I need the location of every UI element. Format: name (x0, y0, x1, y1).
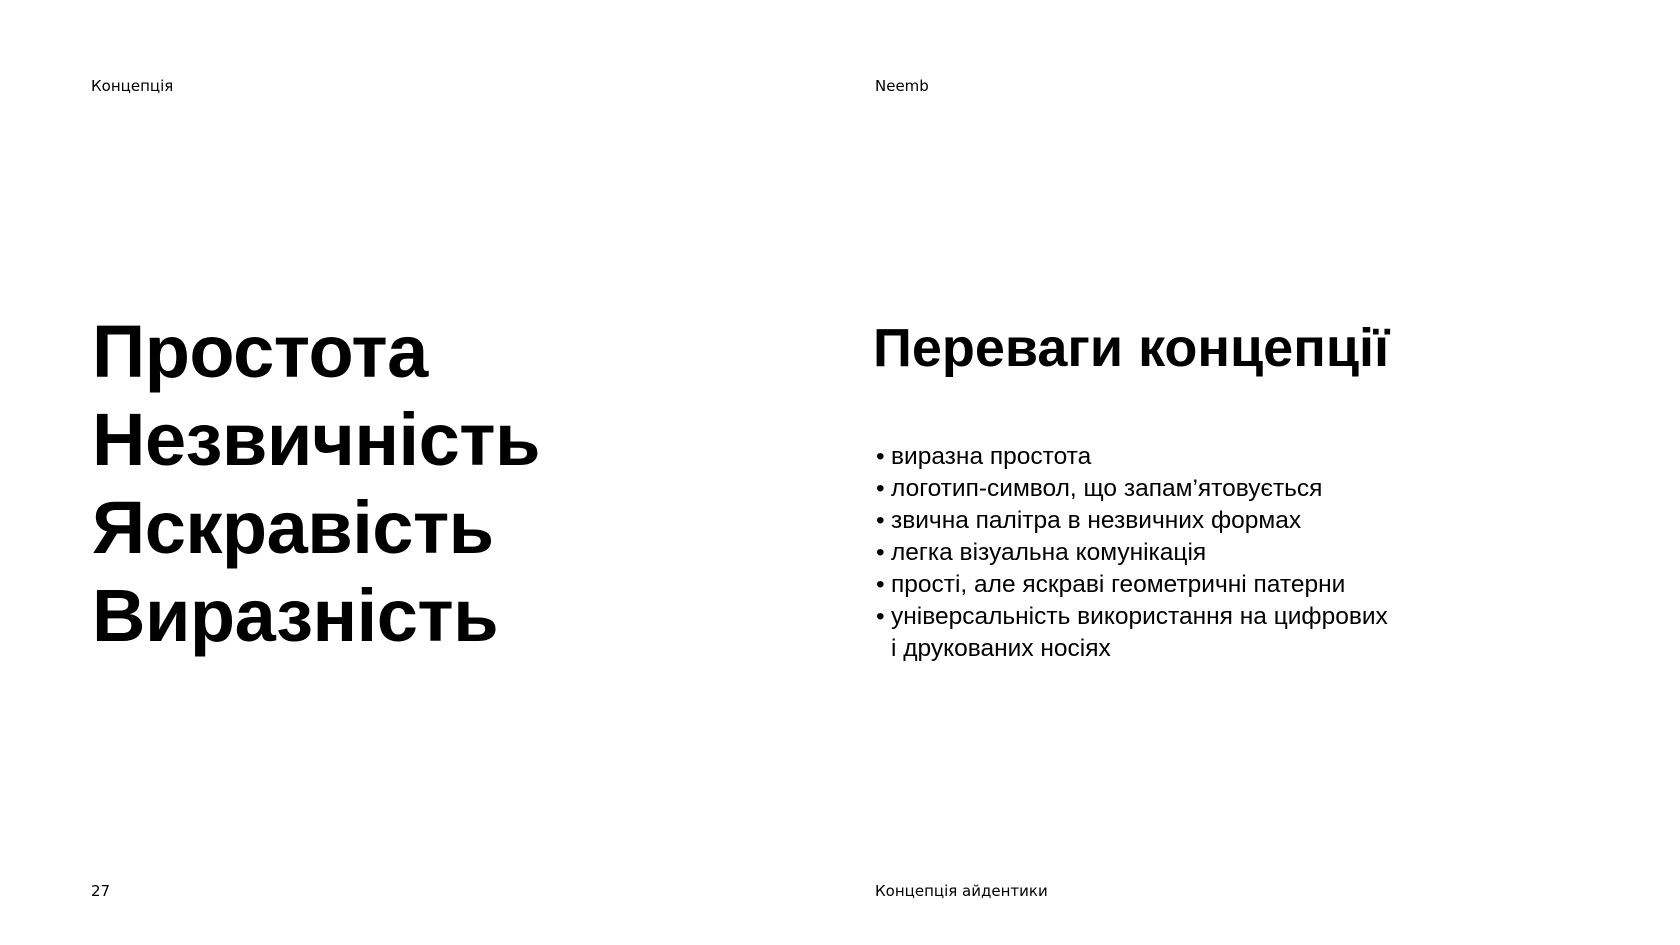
value-item: Простота (92, 310, 428, 393)
advantages-list (876, 441, 1388, 665)
bullet-icon: • (876, 539, 885, 566)
bullet-icon: • (876, 475, 885, 502)
values-list (92, 308, 540, 660)
advantage-text: легка візуальна комунікація (891, 539, 1207, 566)
advantage-item (876, 601, 1388, 665)
bullet-icon: • (876, 443, 885, 470)
page-number: 27 (91, 882, 111, 900)
bullet-icon: • (876, 571, 885, 598)
advantage-item (876, 441, 1388, 473)
advantage-text: виразна простота (891, 443, 1092, 470)
advantage-text-continuation: і друкованих носіях (891, 635, 1111, 662)
advantage-text: логотип-символ, що запам’ятовується (891, 475, 1323, 502)
advantage-text: прості, але яскраві геометричні патерни (891, 571, 1346, 598)
advantage-item (876, 473, 1388, 505)
value-item: Виразність (92, 574, 499, 657)
advantage-text: звична палітра в незвичних формах (891, 507, 1302, 534)
advantage-item (876, 505, 1388, 537)
advantage-item (876, 569, 1388, 601)
value-item: Яскравість (92, 486, 494, 569)
footer-title: Концепція айдентики (875, 882, 1048, 900)
value-item: Незвичність (92, 398, 540, 481)
advantages-title: Переваги концепції (873, 318, 1390, 378)
section-label: Концепція (91, 77, 174, 95)
advantage-item (876, 537, 1388, 569)
brand-label: Neemb (875, 77, 929, 95)
bullet-icon: • (876, 603, 885, 630)
bullet-icon: • (876, 507, 885, 534)
advantage-text: універсальність використання на цифрових (891, 603, 1388, 630)
